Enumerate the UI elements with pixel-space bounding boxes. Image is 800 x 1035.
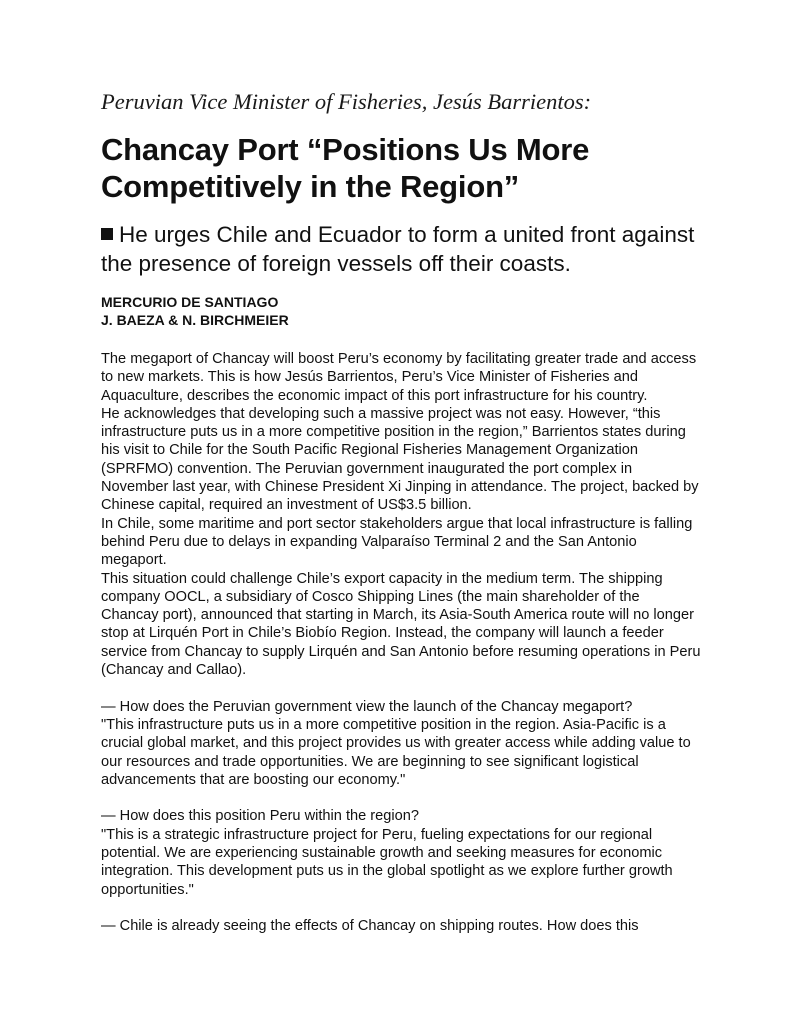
article-body [101,350,701,936]
body-paragraph: He acknowledges that developing such a massive project was not easy. However, “this infrastructure puts us in a more competitive position in the region,” Barrientos states during his visit to Chile for the South Pacific Regional Fisheries Management Organization (SPRFMO) convention. The Peruvian government inaugurated the port complex in November last year, with Chinese President Xi Jinping in attendance. The project, backed by Chinese capital, required an investment of US$3.5 billion. [101,405,699,514]
square-bullet-icon [101,228,113,240]
article-headline: Chancay Port “Positions Us More Competitively in the Region” [101,132,590,204]
byline-source: MERCURIO DE SANTIAGO [101,294,279,310]
body-paragraph: This situation could challenge Chile’s export capacity in the medium term. The shipping company OOCL, a subsidiary of Cosco Shipping Lines (the main shareholder of the Chancay port), announced that starting in March, its Asia-South America route will no longer stop at Lirquén Port in Chile’s Biobío Region. Instead, the company will launch a feeder service from Chancay to supply Lirquén and San Antonio before resuming operations in Peru (Chancay and Callao). [101,570,701,679]
paragraph-gap [101,899,701,917]
body-paragraph: The megaport of Chancay will boost Peru’s economy by facilitating greater trade and access to new markets. This is how Jesús Barrientos, Peru’s Vice Minister of Fisheries and Aquaculture, describes the economic impact of this port infrastructure for his country. [101,351,697,404]
body-paragraph: In Chile, some maritime and port sector stakeholders argue that local infrastructure is falling behind Peru due to delays in expanding Valparaíso Terminal 2 and the San Antonio megaport. [101,515,693,569]
interview-question: — How does this position Peru within the region? [101,808,419,825]
byline [101,293,701,329]
interview-answer: "This is a strategic infrastructure project for Peru, fueling expectations for our regional potential. We are experiencing sustainable growth and seeking measures for economic integration. This development puts us in the global spotlight as we explore further growth opportunities." [101,826,673,898]
paragraph-gap [101,789,701,807]
interview-answer: "This infrastructure puts us in a more competitive position in the region. Asia-Pacific is a crucial global market, and this project provides us with greater access while adding value to our resources and trade opportunities. We are beginning to see significant logistical advancements that are boosting our economy." [101,716,691,788]
article-deck-text: He urges Chile and Ecuador to form a united front against the presence of foreign vessels off their coasts. [101,222,695,276]
article-kicker: Peruvian Vice Minister of Fisheries, Jesús Barrientos: [101,89,592,114]
article-deck [101,220,701,278]
paragraph-gap [101,679,701,697]
article [101,88,701,936]
byline-authors: J. BAEZA & N. BIRCHMEIER [101,312,289,328]
interview-question: — Chile is already seeing the effects of Chancay on shipping routes. How does this [101,918,639,935]
interview-question: — How does the Peruvian government view the launch of the Chancay megaport? [101,698,633,715]
